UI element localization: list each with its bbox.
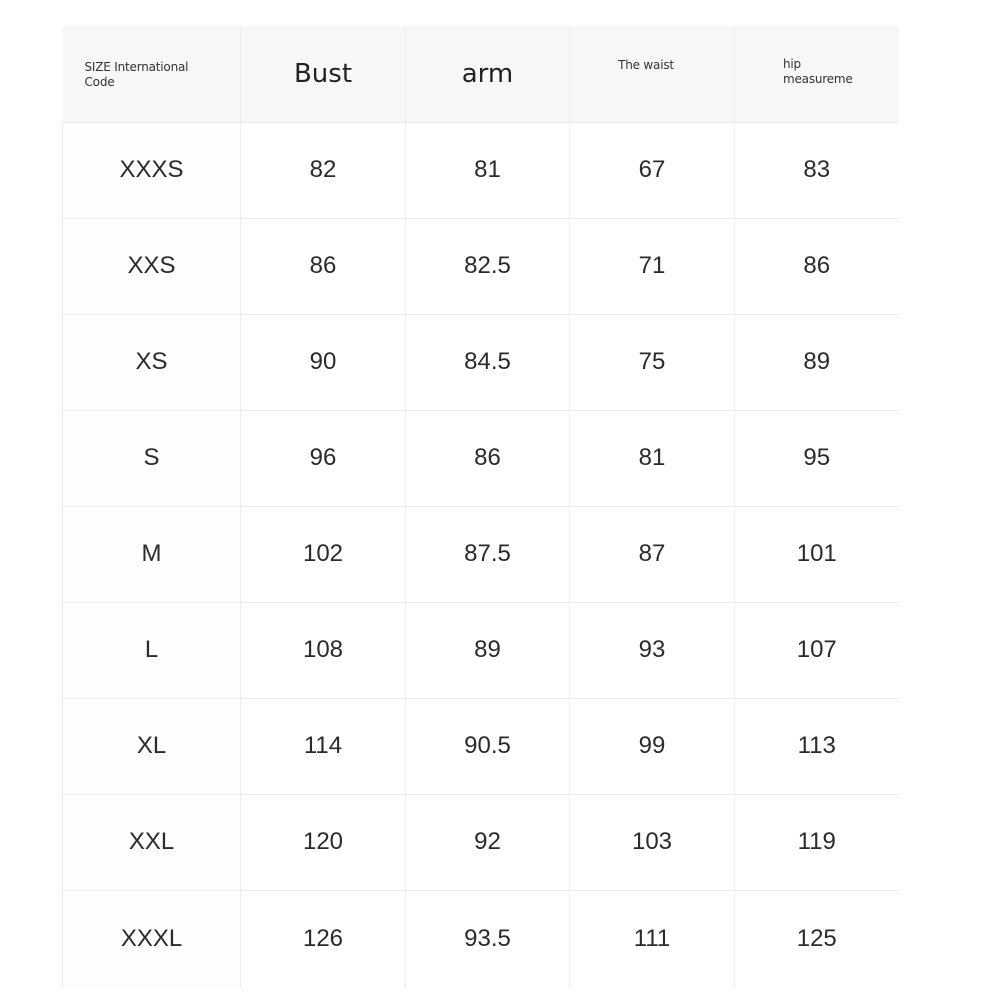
cell-arm: 84.5	[406, 314, 570, 410]
cell-hip: 113	[735, 698, 899, 794]
table-row	[63, 314, 899, 410]
table-row	[63, 410, 899, 506]
table-row	[63, 122, 899, 218]
cell-bust: 126	[241, 890, 406, 988]
cell-waist: 67	[570, 122, 735, 218]
cell-size: M	[63, 506, 241, 602]
cell-bust: 108	[241, 602, 406, 698]
cell-size: XXXL	[63, 890, 241, 988]
header-hip-line2: measureme	[783, 72, 853, 86]
cell-waist: 93	[570, 602, 735, 698]
table-row	[63, 218, 899, 314]
header-arm-label: arm	[461, 58, 514, 89]
cell-waist: 103	[570, 794, 735, 890]
cell-waist: 81	[570, 410, 735, 506]
table-header	[63, 26, 899, 122]
cell-waist: 99	[570, 698, 735, 794]
cell-bust: 82	[241, 122, 406, 218]
cell-hip: 119	[735, 794, 899, 890]
header-waist-label: The waist	[618, 58, 674, 72]
cell-arm: 89	[406, 602, 570, 698]
cell-size: XXL	[63, 794, 241, 890]
cell-waist: 87	[570, 506, 735, 602]
header-row	[63, 26, 899, 122]
cell-hip: 107	[735, 602, 899, 698]
cell-waist: 71	[570, 218, 735, 314]
header-waist	[570, 26, 735, 122]
cell-bust: 86	[241, 218, 406, 314]
header-bust-label: Bust	[293, 58, 353, 89]
header-hip-label	[783, 57, 853, 87]
cell-waist: 111	[570, 890, 735, 988]
header-bust	[241, 26, 406, 122]
cell-arm: 87.5	[406, 506, 570, 602]
table-row	[63, 698, 899, 794]
table-row	[63, 794, 899, 890]
cell-size: XS	[63, 314, 241, 410]
cell-size: S	[63, 410, 241, 506]
cell-hip: 101	[735, 506, 899, 602]
header-size-line1: SIZE International	[84, 60, 189, 74]
cell-arm: 90.5	[406, 698, 570, 794]
table-body	[63, 122, 899, 988]
header-hip-line1: hip	[783, 57, 801, 71]
header-arm	[406, 26, 570, 122]
cell-size: XL	[63, 698, 241, 794]
cell-size: L	[63, 602, 241, 698]
header-size-line2: Code	[84, 75, 115, 89]
header-size	[63, 26, 241, 122]
cell-hip: 95	[735, 410, 899, 506]
cell-size: XXS	[63, 218, 241, 314]
cell-bust: 96	[241, 410, 406, 506]
table-row	[63, 602, 899, 698]
header-size-label	[85, 60, 225, 90]
header-hip	[735, 26, 899, 122]
table-row	[63, 506, 899, 602]
cell-arm: 92	[406, 794, 570, 890]
cell-bust: 120	[241, 794, 406, 890]
cell-bust: 114	[241, 698, 406, 794]
cell-hip: 125	[735, 890, 899, 988]
cell-hip: 89	[735, 314, 899, 410]
cell-arm: 81	[406, 122, 570, 218]
cell-bust: 90	[241, 314, 406, 410]
cell-hip: 86	[735, 218, 899, 314]
cell-arm: 93.5	[406, 890, 570, 988]
table-row	[63, 890, 899, 988]
cell-waist: 75	[570, 314, 735, 410]
cell-size: XXXS	[63, 122, 241, 218]
cell-hip: 83	[735, 122, 899, 218]
size-chart-table	[62, 26, 899, 988]
cell-arm: 82.5	[406, 218, 570, 314]
cell-arm: 86	[406, 410, 570, 506]
cell-bust: 102	[241, 506, 406, 602]
